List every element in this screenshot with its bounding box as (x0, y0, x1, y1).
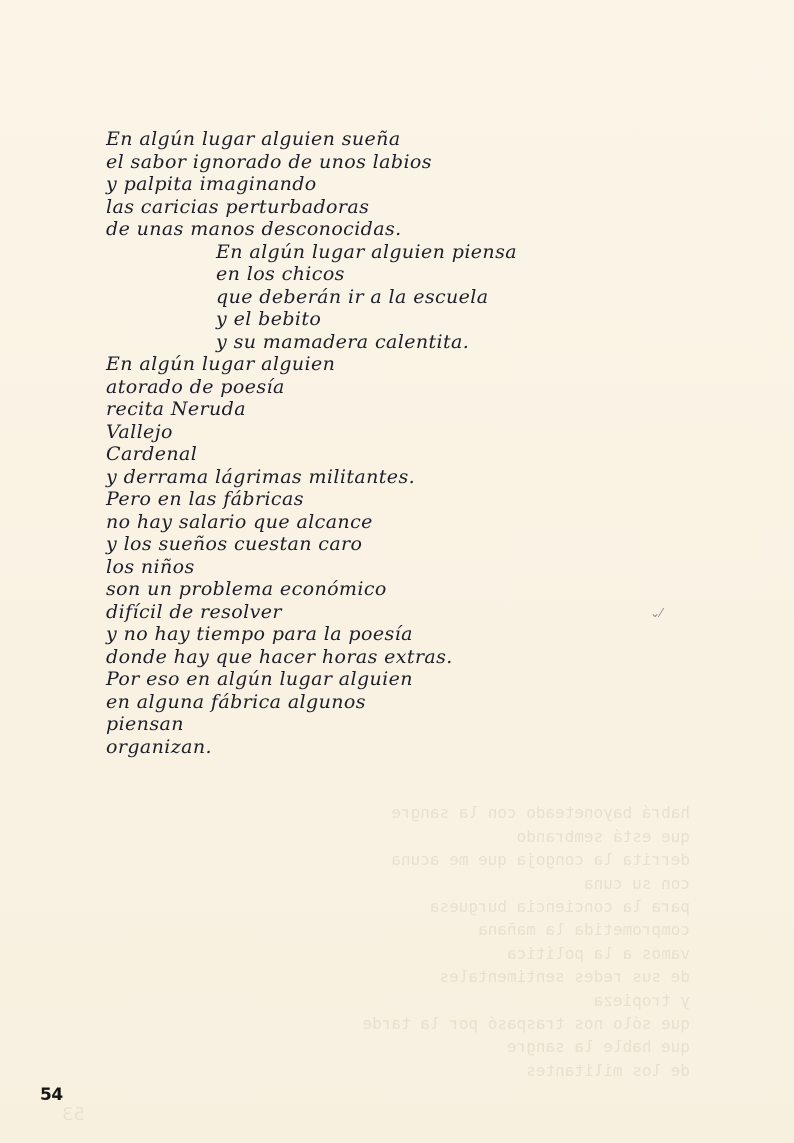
poem-line: no hay salario que alcance (106, 510, 373, 533)
poem-line: donde hay que hacer horas extras. (106, 645, 453, 668)
poem-line: y palpita imaginando (106, 173, 317, 195)
poem-line: y el bebito (216, 308, 322, 330)
poem-line: Por eso en algún lugar alguien (106, 668, 413, 690)
poem-line: Pero en las fábricas (106, 488, 304, 510)
poem-line: y los sueños cuestan caro (106, 533, 363, 555)
poem-line: las caricias perturbadoras (106, 195, 370, 218)
poem (106, 128, 706, 758)
poem-line: en alguna fábrica algunos (106, 690, 366, 713)
poem-line: de unas manos desconocidas. (106, 218, 402, 240)
poem-line: y derrama lágrimas militantes. (106, 465, 416, 488)
poem-line: En algún lugar alguien piensa (216, 240, 517, 263)
poem-line: Vallejo (106, 420, 173, 443)
poem-line: piensan (106, 713, 184, 735)
page-number: 54 (40, 1085, 63, 1105)
poem-line: en los chicos (216, 263, 345, 285)
poem-line: que deberán ir a la escuela (216, 285, 489, 308)
poem-line: recita Neruda (106, 398, 246, 420)
show-through-page-number: 53 (62, 1104, 85, 1125)
poem-line: atorado de poesía (106, 375, 285, 398)
poem-line: En algún lugar alguien sueña (106, 128, 401, 150)
poem-line: y no hay tiempo para la poesía (106, 623, 413, 645)
poem-line: difícil de resolver (106, 600, 282, 623)
poem-line: el sabor ignorado de unos labios (106, 150, 432, 173)
poem-line: y su mamadera calentita. (216, 330, 470, 353)
poem-line: organizan. (106, 735, 212, 758)
poem-line: En algún lugar alguien (106, 353, 336, 375)
pencil-mark: ⌄⁄ (650, 606, 663, 620)
poem-line: Cardenal (106, 443, 198, 465)
poem-line: son un problema económico (106, 578, 387, 600)
poem-line: los niños (106, 555, 195, 578)
show-through-text: habrá bayoneteado con la sangre que está sembrando derrita la congoja que me acuna con su cuna para la conciencia burguesa comprometida la mañana vamos a la política de sus redes sentimentales y tropieza que sólo nos traspasó por la tarde que hable la sangre de los militantes (362, 803, 690, 1080)
